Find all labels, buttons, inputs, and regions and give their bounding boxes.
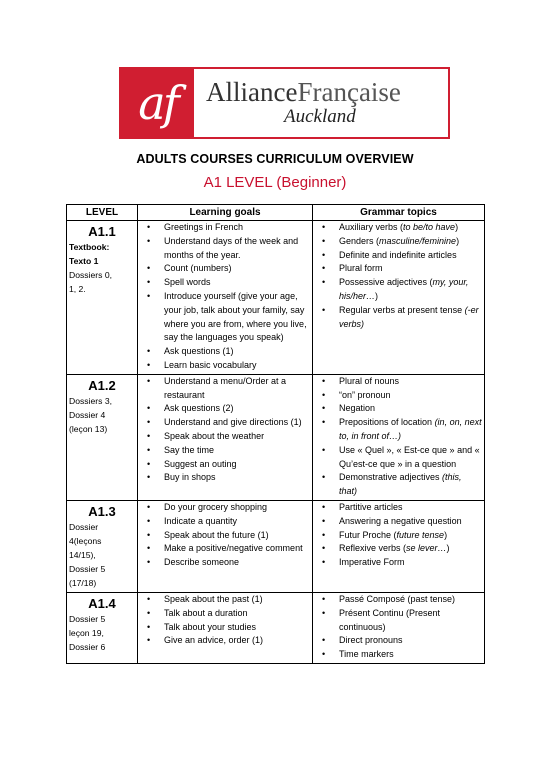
grammar-topic-example: (-er verbs): [339, 304, 479, 329]
grammar-topic-item: [339, 262, 482, 276]
grammar-topic-text: Reflexive verbs (: [339, 543, 407, 554]
learning-goal-item: • Count (numbers): [164, 262, 310, 276]
grammar-topic-item: [339, 471, 482, 499]
alliance-francaise-logo: [119, 67, 450, 139]
learning-goals-list: [138, 501, 310, 570]
level-cell: [67, 221, 138, 375]
grammar-topic-item: [339, 648, 482, 662]
grammar-topic-text: “on” pronoun: [339, 389, 391, 400]
grammar-topic-text: Answering a negative question: [339, 515, 462, 526]
grammar-topic-text: Definite and indefinite articles: [339, 249, 457, 260]
grammar-topic-item: [339, 515, 482, 529]
learning-goal-item: • Greetings in French: [164, 221, 310, 235]
grammar-topic-item: [339, 276, 482, 304]
grammar-topic-item: [339, 249, 482, 263]
learning-goal-item: • Talk about your studies: [164, 621, 310, 635]
grammar-topic-text: Time markers: [339, 649, 394, 660]
learning-goal-item: • Speak about the past (1): [164, 593, 310, 607]
grammar-topics-list: [313, 221, 482, 331]
learning-goal-item: • Understand days of the week and months of the year.: [164, 235, 310, 263]
level-name: A1.2: [88, 377, 116, 393]
grammar-topic-item: [339, 235, 482, 249]
learning-goals-list: [138, 375, 310, 485]
learning-goal-item: • Speak about the weather: [164, 430, 310, 444]
grammar-topic-text: Possessive adjectives (: [339, 277, 433, 288]
header-level: LEVEL: [67, 205, 138, 221]
learning-goal-item: • Give an advice, order (1): [164, 634, 310, 648]
learning-goal-item: • Understand and give directions (1): [164, 416, 310, 430]
af-logo-mark: af: [121, 69, 194, 137]
level-name: A1.1: [88, 224, 116, 239]
level-cell: [67, 500, 138, 592]
grammar-topic-item: [339, 542, 482, 556]
level-textbook-line: Dossier 5: [69, 563, 106, 574]
grammar-topic-item: [339, 375, 482, 389]
grammar-topics-list: [313, 593, 482, 662]
learning-goal-item: • Understand a menu/Order at a restaurant: [164, 375, 310, 403]
grammar-topic-item: [339, 556, 482, 570]
table-row: [67, 500, 485, 592]
grammar-topic-example: masculine/feminine: [379, 235, 457, 246]
level-textbook-line: (leçon 13): [69, 423, 108, 434]
grammar-topic-text: Genders (: [339, 235, 380, 246]
curriculum-table: [66, 204, 485, 664]
grammar-topic-item: [339, 593, 482, 607]
grammar-topic-text: Auxiliary verbs (: [339, 222, 404, 232]
grammar-topic-text: Partitive articles: [339, 501, 403, 512]
level-textbook-line: Texto 1: [69, 256, 99, 266]
logo-name-francaise: Française: [297, 77, 401, 108]
level-textbook-line: Dossier 5: [69, 613, 106, 624]
grammar-topic-item: [339, 607, 482, 635]
grammar-topics-list: [313, 501, 482, 570]
level-textbook-line: Dossier: [69, 521, 99, 532]
learning-goal-item: • Speak about the future (1): [164, 529, 310, 543]
learning-goal-item: • Spell words: [164, 276, 310, 290]
grammar-topics-cell: [313, 374, 485, 500]
grammar-topic-item: [339, 221, 482, 235]
level-textbook-line: 4(leçons: [69, 535, 102, 546]
learning-goal-item: • Learn basic vocabulary: [164, 359, 310, 373]
level-cell: [67, 592, 138, 663]
level-cell: [67, 374, 138, 500]
learning-goals-cell: [138, 592, 313, 663]
grammar-topics-cell: [313, 221, 485, 375]
grammar-topic-text: Plural of nouns: [339, 375, 400, 386]
grammar-topic-text: Futur Proche (: [339, 529, 397, 540]
grammar-topic-item: [339, 444, 482, 472]
level-textbook-line: Textbook:: [69, 242, 110, 252]
learning-goal-item: • Indicate a quantity: [164, 515, 310, 529]
learning-goal-item: • Introduce yourself (give your age, your job, talk about your family, say where you are from, where you live, say the languages you speak): [164, 290, 310, 345]
page-subtitle: A1 LEVEL (Beginner): [203, 174, 347, 191]
table-row: [67, 374, 485, 500]
level-textbook-line: 1, 2.: [69, 284, 86, 294]
logo-name: [206, 78, 448, 106]
learning-goals-cell: [138, 500, 313, 592]
grammar-topic-item: [339, 634, 482, 648]
learning-goals-cell: [138, 221, 313, 375]
level-textbook-line: (17/18): [69, 577, 97, 588]
grammar-topic-item: [339, 402, 482, 416]
learning-goal-item: • Ask questions (1): [164, 345, 310, 359]
logo-city: Auckland: [284, 105, 356, 127]
grammar-topic-suffix: ): [375, 290, 379, 301]
page-title: ADULTS COURSES CURRICULUM OVERVIEW: [136, 152, 414, 166]
learning-goal-item: • Buy in shops: [164, 471, 310, 485]
level-name: A1.3: [88, 503, 116, 519]
level-name: A1.4: [88, 595, 116, 611]
grammar-topics-list: [313, 375, 482, 499]
table-header-row: [67, 205, 485, 221]
level-textbook-line: Dossier 4: [69, 409, 106, 420]
learning-goal-item: • Suggest an outing: [164, 458, 310, 472]
learning-goal-item: • Ask questions (2): [164, 402, 310, 416]
level-textbook-line: Dossiers 0,: [69, 270, 112, 280]
grammar-topic-text: Use « Quel », « Est-ce que » and « Qu’est-ce que » in a question: [339, 444, 480, 469]
grammar-topic-text: Negation: [339, 403, 376, 414]
grammar-topic-text: Imperative Form: [339, 557, 405, 568]
table-row: [67, 221, 485, 375]
grammar-topic-text: Passé Composé (past tense): [339, 593, 456, 604]
grammar-topic-text: Direct pronouns: [339, 635, 403, 646]
grammar-topic-text: Demonstrative adjectives: [339, 472, 443, 483]
logo-wordmark: [194, 69, 448, 137]
grammar-topic-suffix: ): [446, 543, 450, 554]
grammar-topic-item: [339, 501, 482, 515]
grammar-topic-suffix: ): [455, 222, 459, 232]
learning-goal-item: • Describe someone: [164, 556, 310, 570]
grammar-topic-example: (this, that): [339, 472, 462, 497]
grammar-topic-example: my, your, his/her…: [339, 277, 469, 301]
grammar-topic-item: [339, 416, 482, 444]
learning-goals-cell: [138, 374, 313, 500]
grammar-topic-item: [339, 304, 482, 332]
grammar-topic-text: Regular verbs at present tense: [339, 304, 465, 315]
grammar-topic-example: (in, on, next to, in front of…): [339, 417, 482, 441]
learning-goal-item: • Talk about a duration: [164, 607, 310, 621]
table-row: [67, 592, 485, 663]
learning-goal-item: • Say the time: [164, 444, 310, 458]
grammar-topics-cell: [313, 500, 485, 592]
level-textbook-line: leçon 19,: [69, 627, 104, 638]
learning-goals-list: [138, 221, 310, 373]
header-learning-goals: Learning goals: [138, 205, 313, 221]
grammar-topic-item: [339, 389, 482, 403]
grammar-topic-example: to be/to have: [403, 222, 456, 232]
grammar-topic-item: [339, 529, 482, 543]
grammar-topic-suffix: ): [444, 529, 448, 540]
level-textbook-line: Dossier 6: [69, 641, 106, 652]
learning-goal-item: • Make a positive/negative comment: [164, 542, 310, 556]
level-textbook-line: Dossiers 3,: [69, 395, 112, 406]
level-textbook-line: 14/15),: [69, 549, 96, 560]
logo-name-alliance: Alliance: [206, 77, 298, 108]
grammar-topic-suffix: ): [456, 235, 460, 246]
grammar-topic-text: Présent Continu (Present continuous): [339, 607, 441, 632]
grammar-topic-text: Prepositions of location: [339, 417, 435, 428]
learning-goal-item: • Do your grocery shopping: [164, 501, 310, 515]
grammar-topic-example: se lever…: [406, 543, 447, 554]
learning-goals-list: [138, 593, 310, 648]
grammar-topics-cell: [313, 592, 485, 663]
header-grammar-topics: Grammar topics: [313, 205, 485, 221]
grammar-topic-example: future tense: [396, 529, 445, 540]
grammar-topic-text: Plural form: [339, 263, 383, 274]
